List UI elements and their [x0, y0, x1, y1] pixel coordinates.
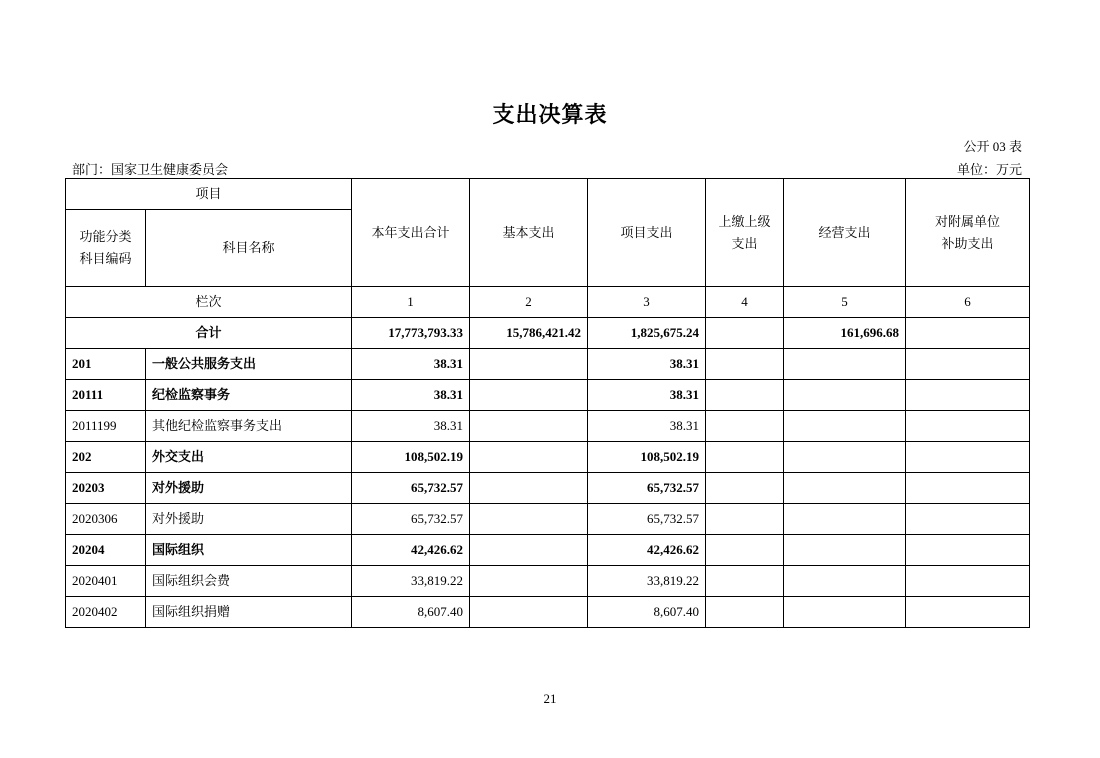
upper-amount — [706, 411, 784, 442]
subsidy-amount — [906, 411, 1030, 442]
project-amount: 8,607.40 — [588, 597, 706, 628]
operating-amount — [784, 473, 906, 504]
upper-amount — [706, 349, 784, 380]
column-number: 2 — [470, 287, 588, 318]
table-row — [66, 566, 1030, 597]
subject-code: 20203 — [66, 473, 146, 504]
subject-code: 201 — [66, 349, 146, 380]
page-number: 21 — [543, 691, 557, 706]
subject-name: 外交支出 — [146, 442, 352, 473]
subsidy-amount — [906, 442, 1030, 473]
project-amount: 108,502.19 — [588, 442, 706, 473]
header-operating: 经营支出 — [784, 179, 906, 287]
subject-code: 2020306 — [66, 504, 146, 535]
basic-amount — [470, 597, 588, 628]
upper-amount — [706, 504, 784, 535]
operating-amount — [784, 411, 906, 442]
sum-operating: 161,696.68 — [784, 318, 906, 349]
basic-amount — [470, 442, 588, 473]
page-title: 支出决算表 — [492, 102, 608, 127]
column-number: 6 — [906, 287, 1030, 318]
subject-name: 国际组织会费 — [146, 566, 352, 597]
column-number-label: 栏次 — [66, 287, 352, 318]
project-amount: 33,819.22 — [588, 566, 706, 597]
basic-amount — [470, 504, 588, 535]
subject-name: 国际组织 — [146, 535, 352, 566]
project-amount: 42,426.62 — [588, 535, 706, 566]
subject-code: 20111 — [66, 380, 146, 411]
subject-code: 2011199 — [66, 411, 146, 442]
table-row — [66, 380, 1030, 411]
header-func-code-line2: 科目编码 — [79, 251, 132, 266]
form-number: 公开 03 表 — [963, 139, 1022, 154]
total-amount: 38.31 — [352, 349, 470, 380]
upper-amount — [706, 566, 784, 597]
upper-amount — [706, 380, 784, 411]
sum-row — [66, 318, 1030, 349]
header-upper — [706, 179, 784, 287]
subsidy-amount — [906, 566, 1030, 597]
subject-name: 纪检监察事务 — [146, 380, 352, 411]
upper-amount — [706, 597, 784, 628]
header-total: 本年支出合计 — [352, 179, 470, 287]
total-amount: 42,426.62 — [352, 535, 470, 566]
operating-amount — [784, 349, 906, 380]
table-row — [66, 504, 1030, 535]
table-row — [66, 349, 1030, 380]
total-amount: 38.31 — [352, 380, 470, 411]
sum-basic: 15,786,421.42 — [470, 318, 588, 349]
sum-upper — [706, 318, 784, 349]
subsidy-amount — [906, 380, 1030, 411]
expenditure-table — [65, 178, 1030, 628]
operating-amount — [784, 504, 906, 535]
header-basic: 基本支出 — [470, 179, 588, 287]
table-row — [66, 473, 1030, 504]
project-amount: 38.31 — [588, 349, 706, 380]
basic-amount — [470, 411, 588, 442]
basic-amount — [470, 473, 588, 504]
subject-name: 对外援助 — [146, 473, 352, 504]
header-item: 项目 — [66, 179, 352, 210]
subsidy-amount — [906, 473, 1030, 504]
column-number: 4 — [706, 287, 784, 318]
operating-amount — [784, 566, 906, 597]
project-amount: 38.31 — [588, 380, 706, 411]
upper-amount — [706, 473, 784, 504]
header-func-code — [66, 210, 146, 287]
header-func-code-line1: 功能分类 — [79, 229, 132, 244]
basic-amount — [470, 535, 588, 566]
table-row — [66, 535, 1030, 566]
column-number: 1 — [352, 287, 470, 318]
table-row — [66, 597, 1030, 628]
header-subsidy-line2: 补助支出 — [941, 235, 994, 251]
column-number: 5 — [784, 287, 906, 318]
column-number-row — [66, 287, 1030, 318]
header-project: 项目支出 — [588, 179, 706, 287]
basic-amount — [470, 349, 588, 380]
subsidy-amount — [906, 349, 1030, 380]
sum-label: 合计 — [66, 318, 352, 349]
operating-amount — [784, 442, 906, 473]
upper-amount — [706, 535, 784, 566]
sum-project: 1,825,675.24 — [588, 318, 706, 349]
unit-label: 单位：万元 — [956, 162, 1022, 177]
subject-code: 20204 — [66, 535, 146, 566]
department-label: 部门：国家卫生健康委员会 — [72, 162, 229, 177]
basic-amount — [470, 380, 588, 411]
project-amount: 38.31 — [588, 411, 706, 442]
total-amount: 8,607.40 — [352, 597, 470, 628]
total-amount: 65,732.57 — [352, 504, 470, 535]
subject-name: 对外援助 — [146, 504, 352, 535]
subject-code: 2020401 — [66, 566, 146, 597]
total-amount: 65,732.57 — [352, 473, 470, 504]
total-amount: 38.31 — [352, 411, 470, 442]
project-amount: 65,732.57 — [588, 504, 706, 535]
operating-amount — [784, 597, 906, 628]
basic-amount — [470, 566, 588, 597]
header-subsidy — [906, 179, 1030, 287]
operating-amount — [784, 380, 906, 411]
header-subject-name: 科目名称 — [146, 210, 352, 287]
sum-total: 17,773,793.33 — [352, 318, 470, 349]
subject-code: 202 — [66, 442, 146, 473]
header-upper-line1: 上缴上级 — [718, 213, 771, 229]
subject-code: 2020402 — [66, 597, 146, 628]
operating-amount — [784, 535, 906, 566]
header-row-1 — [66, 179, 1030, 210]
header-subsidy-line1: 对附属单位 — [935, 213, 1001, 229]
subject-name: 国际组织捐赠 — [146, 597, 352, 628]
upper-amount — [706, 442, 784, 473]
subsidy-amount — [906, 535, 1030, 566]
subsidy-amount — [906, 504, 1030, 535]
table-row — [66, 411, 1030, 442]
project-amount: 65,732.57 — [588, 473, 706, 504]
sum-subsidy — [906, 318, 1030, 349]
table-row — [66, 442, 1030, 473]
subsidy-amount — [906, 597, 1030, 628]
column-number: 3 — [588, 287, 706, 318]
total-amount: 108,502.19 — [352, 442, 470, 473]
subject-name: 一般公共服务支出 — [146, 349, 352, 380]
total-amount: 33,819.22 — [352, 566, 470, 597]
header-upper-line2: 支出 — [731, 235, 758, 251]
subject-name: 其他纪检监察事务支出 — [146, 411, 352, 442]
